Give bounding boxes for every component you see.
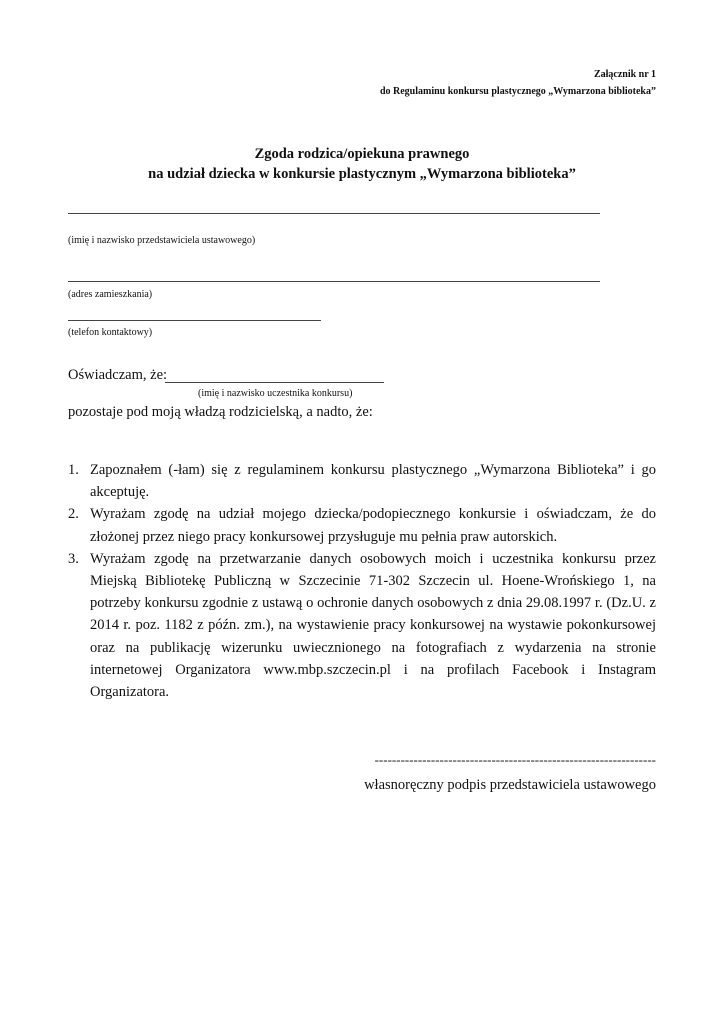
representative-name-line[interactable] bbox=[68, 213, 600, 214]
phone-line[interactable] bbox=[68, 320, 321, 321]
statement-number: 2. bbox=[68, 506, 79, 523]
authority-text: pozostaje pod moją władzą rodzicielską, a nadto, że: bbox=[68, 404, 373, 420]
address-caption: (adres zamieszkania) bbox=[68, 289, 153, 300]
title-line-2: na udział dziecka w konkursie plastycznym „Wymarzona biblioteka” bbox=[148, 166, 576, 182]
signature-line[interactable]: ----------------------------------------------------------------- bbox=[374, 752, 656, 767]
statement-text: Zapoznałem (-łam) się z regulaminem konkursu plastycznego „Wymarzona Biblioteka” i go akceptuję. bbox=[90, 462, 656, 501]
statement-number: 3. bbox=[68, 550, 79, 567]
statement-item bbox=[68, 548, 656, 703]
address-line[interactable] bbox=[68, 281, 600, 282]
attachment-label bbox=[380, 66, 656, 100]
statement-text: Wyrażam zgodę na udział mojego dziecka/podopiecznego konkursie i oświadczam, że do złożonej przez niego pracy konkursowej przysługuje mu pełnia praw autorskich. bbox=[90, 506, 656, 545]
statement-text: Wyrażam zgodę na przetwarzanie danych osobowych moich i uczestnika konkursu przez Miejską Bibliotekę Publiczną w Szczecinie 71-302 Szczecin ul. Hoene-Wrońskiego 1, na potrzeby konkursu zgodnie z ustawą o ochronie danych osobowych z dnia 29.08.1997 r. (Dz.U. z 2014 r. poz. 1182 z późn. zm.), na wystawienie pracy konkursowej na wystawie pokonkursowej oraz na publikację wizerunku uwiecznionego na fotografiach z wydarzenia na stronie internetowej Organizatora www.mbp.szczecin.pl i na profilach Facebook i Instagram Organizatora. bbox=[90, 550, 656, 701]
statements-list bbox=[68, 459, 656, 703]
statement-number: 1. bbox=[68, 462, 79, 478]
participant-name-caption: (imię i nazwisko uczestnika konkursu) bbox=[198, 388, 353, 399]
title-line-1: Zgoda rodzica/opiekuna prawnego bbox=[254, 146, 470, 162]
statement-item bbox=[68, 503, 656, 547]
participant-name-line[interactable] bbox=[165, 382, 384, 383]
attachment-number: Załącznik nr 1 bbox=[593, 69, 656, 80]
attachment-reference: do Regulaminu konkursu plastycznego „Wymarzona biblioteka” bbox=[379, 86, 656, 97]
signature-caption: własnoręczny podpis przedstawiciela ustawowego bbox=[364, 777, 656, 793]
document-title bbox=[0, 144, 724, 184]
phone-caption: (telefon kontaktowy) bbox=[68, 327, 153, 338]
representative-name-caption: (imię i nazwisko przedstawiciela ustawowego) bbox=[68, 235, 256, 246]
statement-item bbox=[68, 459, 656, 503]
declare-label: Oświadczam, że: bbox=[68, 367, 168, 383]
